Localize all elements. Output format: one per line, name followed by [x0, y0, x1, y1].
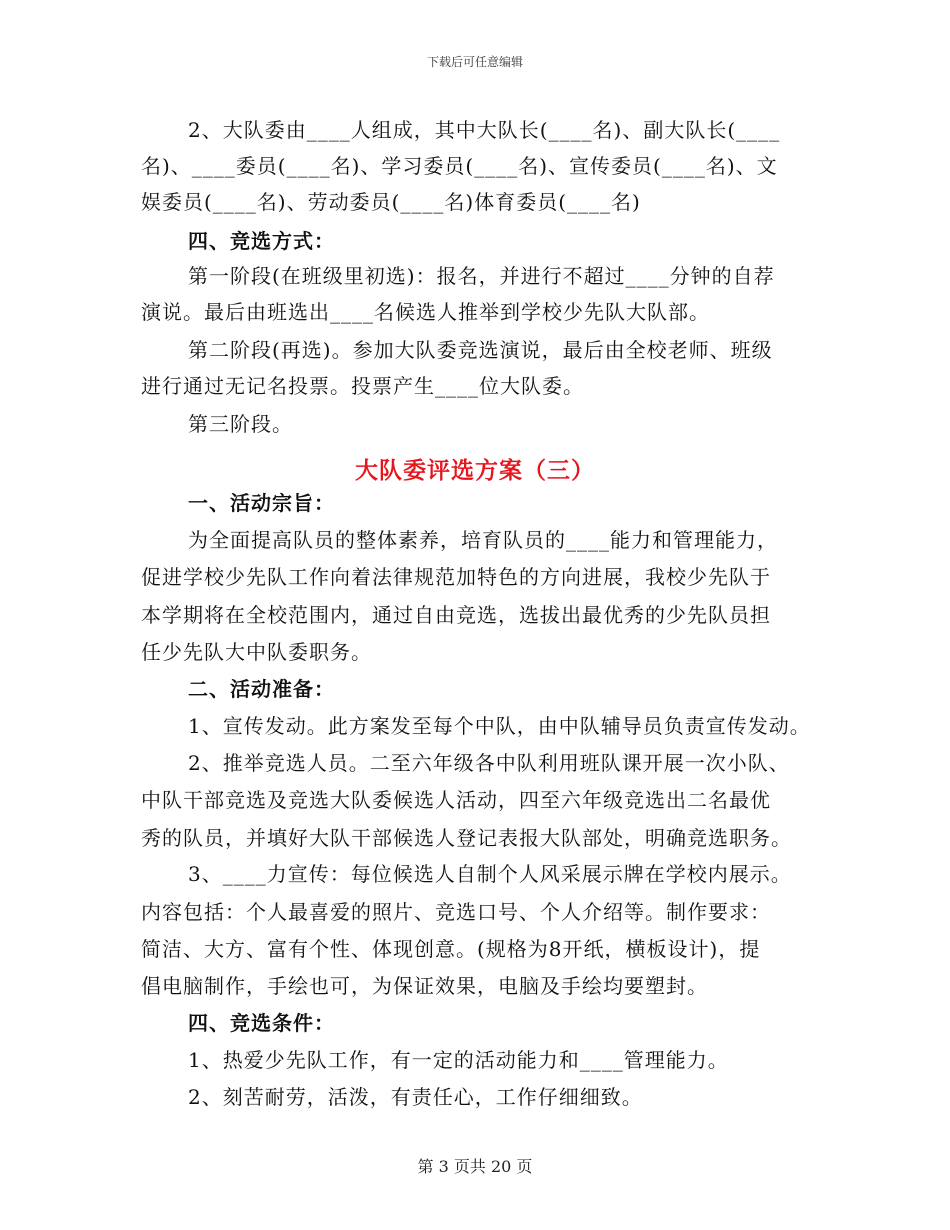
prep1-line: 1、宣传发动。此方案发至每个中队，由中队辅导员负责宣传发动。 [188, 714, 811, 738]
section-heading-purpose: 一、活动宗旨： [188, 491, 335, 515]
section-heading-conditions: 四、竞选条件： [188, 1011, 335, 1035]
stage1-line1: 第一阶段(在班级里初选)：报名，并进行不超过____分钟的自荐 [188, 264, 775, 288]
prep2-line2: 中队干部竞选及竞选大队委候选人活动，四至六年级竞选出二名最优 [141, 788, 771, 812]
prep2-line1: 2、推举竞选人员。二至六年级各中队利用班队课开展一次小队、 [188, 751, 790, 775]
document-title: 大队委评选方案（三） [355, 458, 595, 484]
page-header: 下载后可任意编辑 [426, 55, 523, 69]
stage2-line2: 进行通过无记名投票。投票产生____位大队委。 [141, 374, 584, 398]
section-heading-campaign-method: 四、竞选方式： [188, 229, 335, 253]
stage1-line2: 演说。最后由班选出____名候选人推举到学校少先队大队部。 [141, 300, 710, 324]
cond2-line: 2、刻苦耐劳，活泼，有责任心，工作仔细细致。 [188, 1085, 643, 1109]
purpose-line3: 本学期将在全校范围内，通过自由竞选，选拔出最优秀的少先队员担 [141, 603, 771, 627]
prep3-line3: 简洁、大方、富有个性、体现创意。(规格为8开纸，横板设计)，提 [141, 937, 761, 961]
section-heading-preparation: 二、活动准备： [188, 677, 335, 701]
stage2-line1: 第二阶段(再选)。参加大队委竞选演说，最后由全校老师、班级 [188, 338, 773, 362]
item2-line3: 娱委员(____名)、劳动委员(____名)体育委员(____名) [141, 190, 641, 214]
purpose-line2: 促进学校少先队工作向着法律规范加特色的方向进展，我校少先队于 [141, 565, 771, 589]
prep3-line4: 倡电脑制作，手绘也可，为保证效果，电脑及手绘均要塑封。 [141, 974, 708, 998]
stage3-line: 第三阶段。 [188, 412, 293, 436]
prep3-line1: 3、____力宣传：每位候选人自制个人风采展示牌在学校内展示。 [188, 862, 792, 886]
page-footer: 第 3 页共 20 页 [417, 1157, 533, 1176]
cond1-line: 1、热爱少先队工作，有一定的活动能力和____管理能力。 [188, 1048, 729, 1072]
prep2-line3: 秀的队员，并填好大队干部候选人登记表报大队部处，明确竞选职务。 [141, 826, 792, 850]
prep3-line2: 内容包括：个人最喜爱的照片、竞选口号、个人介绍等。制作要求： [141, 900, 771, 924]
purpose-line1: 为全面提高队员的整体素养，培育队员的____能力和管理能力， [188, 528, 778, 552]
item2-line1: 2、大队委由____人组成，其中大队长(____名)、副大队长(____ [188, 118, 781, 142]
purpose-line4: 任少先队大中队委职务。 [141, 640, 372, 664]
item2-line2: 名)、____委员(____名)、学习委员(____名)、宣传委员(____名)、文 [141, 154, 778, 178]
